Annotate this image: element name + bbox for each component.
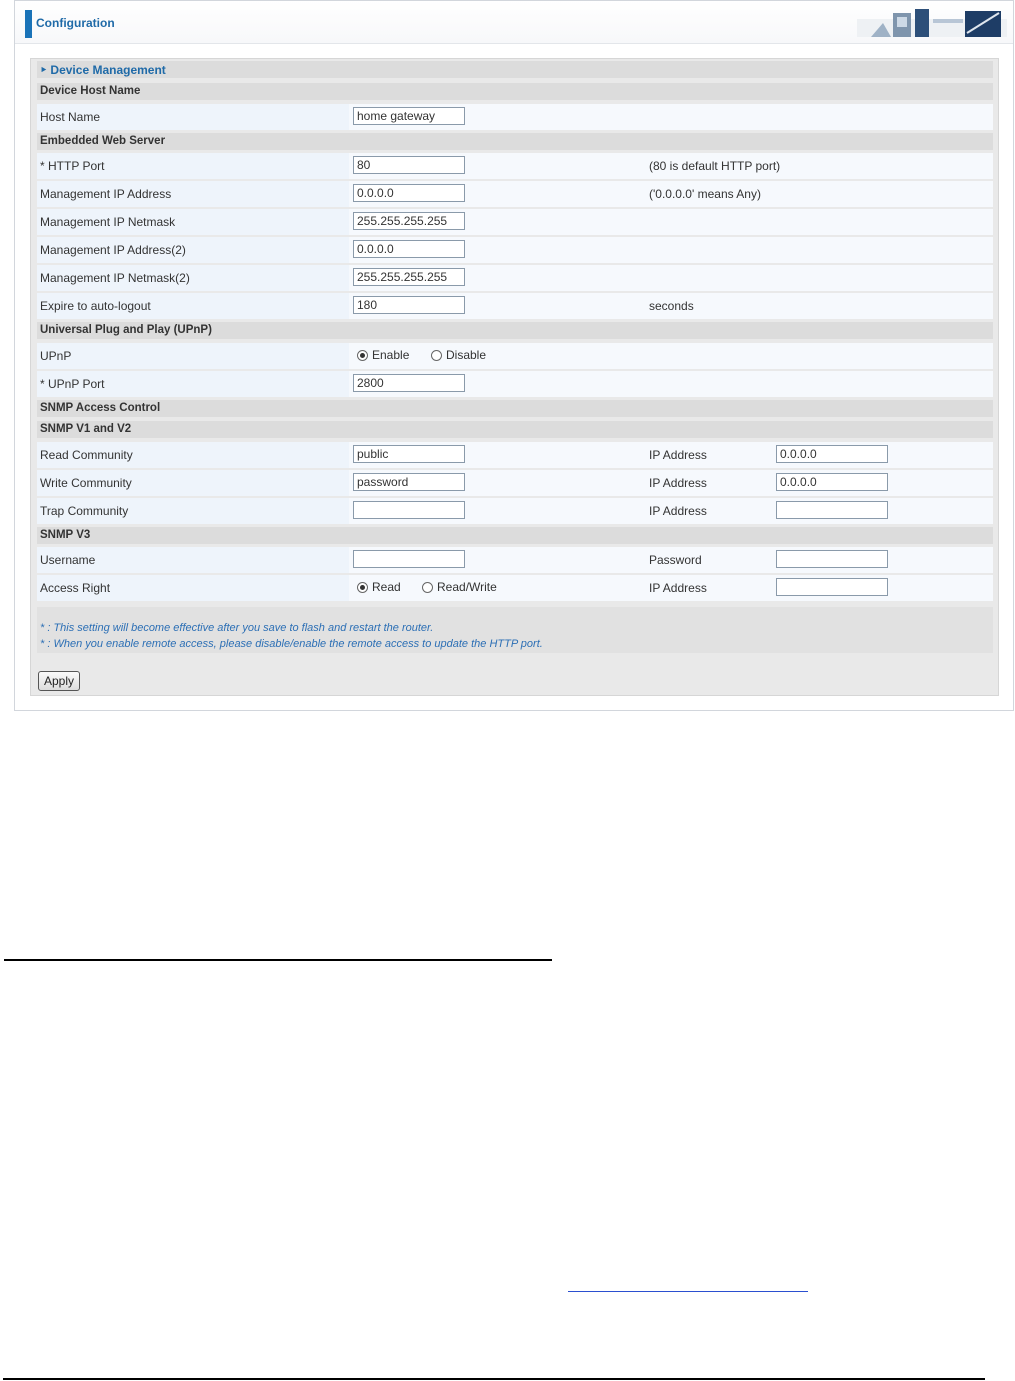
section-header (37, 61, 993, 78)
host-name-input[interactable]: home gateway (353, 107, 465, 125)
upnp-label: UPnP (40, 349, 72, 363)
http-port-input[interactable]: 80 (353, 156, 465, 174)
network-logo-icon (857, 5, 1007, 39)
auto-logout-input[interactable]: 180 (353, 296, 465, 314)
row-upnp (37, 343, 993, 371)
write-ip-label: IP Address (649, 476, 707, 490)
write-community-input[interactable]: password (353, 473, 465, 491)
row-mgmt-netmask (37, 209, 993, 237)
row-mgmt-ip2 (37, 237, 993, 265)
write-community-label: Write Community (40, 476, 132, 490)
group-embedded-web-server: Embedded Web Server (37, 133, 993, 150)
config-window (14, 0, 1014, 711)
footnote-2: * : When you enable remote access, please disable/enable the remote access to update the HTTP port. (40, 638, 543, 650)
row-trap-community (37, 498, 993, 526)
password-label: Password (649, 553, 702, 567)
read-ip-label: IP Address (649, 448, 707, 462)
row-read-community (37, 442, 993, 470)
access-readwrite-radio[interactable]: Read/Write (422, 580, 497, 594)
apply-button[interactable]: Apply (38, 671, 80, 691)
http-port-note: (80 is default HTTP port) (649, 159, 781, 173)
mgmt-ip-input[interactable]: 0.0.0.0 (353, 184, 465, 202)
group-snmp-v1v2: SNMP V1 and V2 (37, 421, 993, 438)
mgmt-netmask2-input[interactable]: 255.255.255.255 (353, 268, 465, 286)
http-port-label: * HTTP Port (40, 159, 105, 173)
auto-logout-unit: seconds (649, 299, 694, 313)
header-bar (15, 1, 1013, 44)
username-input[interactable] (353, 550, 465, 568)
row-username (37, 547, 993, 575)
mgmt-ip-note: ('0.0.0.0' means Any) (649, 187, 761, 201)
footnote-1: * : This setting will become effective after you save to flash and restart the router. (40, 622, 434, 634)
upnp-enable-radio[interactable]: Enable (357, 348, 409, 362)
trap-community-input[interactable] (353, 501, 465, 519)
footnotes (37, 607, 993, 653)
trap-ip-input[interactable] (776, 501, 888, 519)
mgmt-netmask-label: Management IP Netmask (40, 215, 176, 229)
group-device-host-name: Device Host Name (37, 83, 993, 100)
row-mgmt-netmask2 (37, 265, 993, 293)
document-link-underline[interactable] (568, 1291, 808, 1292)
header-accent (25, 10, 32, 38)
read-community-input[interactable]: public (353, 445, 465, 463)
password-input[interactable] (776, 550, 888, 568)
mgmt-ip2-input[interactable]: 0.0.0.0 (353, 240, 465, 258)
access-ip-input[interactable] (776, 578, 888, 596)
upnp-disable-radio[interactable]: Disable (431, 348, 486, 362)
access-right-label: Access Right (40, 581, 111, 595)
row-mgmt-ip (37, 181, 993, 209)
row-write-community (37, 470, 993, 498)
group-upnp: Universal Plug and Play (UPnP) (37, 322, 993, 339)
auto-logout-label: Expire to auto-logout (40, 299, 151, 313)
username-label: Username (40, 553, 96, 567)
document-rule-bottom (3, 1378, 985, 1380)
row-http-port (37, 153, 993, 181)
device-management-panel (30, 58, 999, 696)
row-upnp-port (37, 371, 993, 399)
mgmt-netmask2-label: Management IP Netmask(2) (40, 271, 190, 285)
section-title: ‣ Device Management (40, 63, 166, 77)
mgmt-ip2-label: Management IP Address(2) (40, 243, 186, 257)
group-snmp-access-control: SNMP Access Control (37, 400, 993, 417)
mgmt-ip-label: Management IP Address (40, 187, 172, 201)
read-ip-input[interactable]: 0.0.0.0 (776, 445, 888, 463)
trap-ip-label: IP Address (649, 504, 707, 518)
write-ip-input[interactable]: 0.0.0.0 (776, 473, 888, 491)
access-read-radio[interactable]: Read (357, 580, 401, 594)
page-title: Configuration (36, 16, 115, 30)
row-access-right (37, 575, 993, 603)
upnp-port-label: * UPnP Port (40, 377, 105, 391)
host-name-label: Host Name (40, 110, 101, 124)
access-ip-label: IP Address (649, 581, 707, 595)
read-community-label: Read Community (40, 448, 133, 462)
upnp-port-input[interactable]: 2800 (353, 374, 465, 392)
document-rule-top (4, 959, 552, 961)
mgmt-netmask-input[interactable]: 255.255.255.255 (353, 212, 465, 230)
trap-community-label: Trap Community (40, 504, 129, 518)
row-auto-logout (37, 293, 993, 321)
group-snmp-v3: SNMP V3 (37, 527, 993, 544)
row-host-name (37, 104, 993, 132)
